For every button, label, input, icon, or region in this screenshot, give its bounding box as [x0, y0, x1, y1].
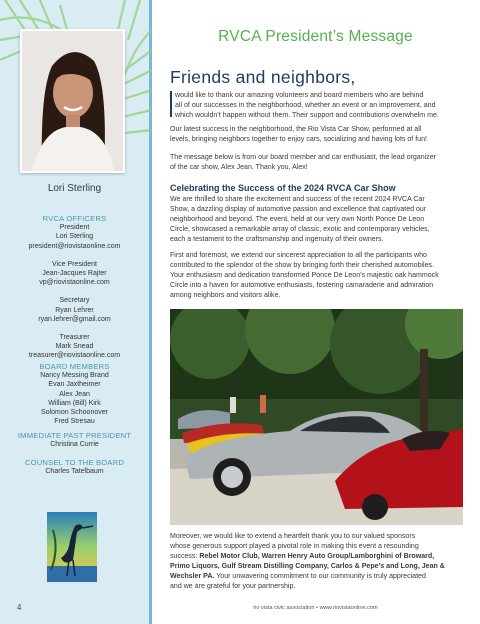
paragraph-3	[170, 153, 463, 173]
text-line: all of our successes in the neighborhood, whether an event or an improvement, and	[175, 101, 436, 109]
paragraph-4	[170, 195, 463, 245]
dropcap-i	[170, 91, 172, 117]
sponsor-names: Primo Liquors, Gulf Stream Distilling Company, Carlos & Pepe’s and Long, Jean &	[170, 562, 445, 570]
page-title: RVCA President’s Message	[218, 28, 413, 45]
secretary-email[interactable]: ryan.lehrer@gmail.com	[38, 315, 111, 323]
text-line: whose generous support played a pivotal role in making this event a resounding	[170, 542, 419, 550]
sidebar	[0, 0, 152, 624]
board-section	[0, 362, 149, 426]
portrait-image	[22, 31, 123, 171]
vp-name: Jean-Jacques Rajter	[42, 270, 107, 278]
text-line: Circle into a haven for automotive enthusiasts, fostering camaraderie and admiration	[170, 281, 434, 289]
president-portrait	[20, 29, 125, 173]
counsel-name: Charles Tatelbaum	[45, 468, 104, 476]
board-member: Evan Jaxtheimer	[48, 381, 101, 389]
treasurer-email[interactable]: treasurer@riovistaonline.com	[28, 352, 121, 360]
text-line: each a testament to the craftsmanship and ingenuity of their owners.	[170, 235, 384, 243]
text-line: which wouldn’t happen without them. Their support and contributions overwhelm me.	[175, 111, 439, 119]
paragraph-2	[170, 125, 463, 145]
board-member: Solomon Schoonover	[41, 409, 108, 417]
sponsor-names: Rebel Motor Club, Warren Henry Auto Group/Lamborghini of Broward,	[199, 552, 435, 560]
car-show-image	[170, 309, 463, 525]
text-line: Circle, showcased a remarkable array of classic, exotic and contemporary vehicles,	[170, 225, 430, 233]
text-line: among neighbors and visitors alike.	[170, 291, 281, 299]
leader-name: Lori Sterling	[47, 183, 102, 194]
text-line: levels, bringing neighbors together to enjoy cars, socializing and having lots of fun!	[170, 135, 427, 143]
text-line: Show, a dazzling display of automotive passion and excellence that captivated our	[170, 205, 427, 213]
car-show-photo	[170, 309, 463, 525]
footer: rio vista civic association • www.riovistaonline.com	[253, 605, 378, 611]
text-line	[170, 552, 463, 562]
treasurer-title: Treasurer	[59, 334, 90, 342]
intro-paragraph	[175, 91, 463, 121]
text-line: neighborhood and beyond. The event, held at our very own North Ponce De Leon	[170, 215, 425, 223]
past-president-section	[0, 431, 149, 449]
text-line: Our latest success in the neighborhood, the Rio Vista Car Show, performed at all	[170, 126, 422, 133]
president-title: President	[59, 224, 90, 232]
text-line: The message below is from our board member and car enthusiast, the lead organizer	[170, 154, 436, 161]
heron-logo	[45, 510, 99, 584]
text-line: of the car show, Alex Jean. Thank you, Alex!	[170, 163, 308, 171]
president-name: Lori Sterling	[55, 233, 94, 241]
officers-section	[0, 214, 149, 361]
text-line: Moreover, we would like to extend a heartfelt thank you to our valued sponsors	[170, 533, 416, 540]
greeting: Friends and neighbors,	[170, 67, 356, 87]
treasurer-name: Mark Snead	[55, 343, 94, 351]
vp-title: Vice President	[51, 260, 97, 268]
page-number: 4	[17, 603, 22, 612]
counsel-heading: COUNSEL TO THE BOARD	[24, 458, 125, 467]
text-line: We are thrilled to share the excitement and success of the recent 2024 RVCA Car	[170, 196, 425, 203]
text-line	[170, 572, 463, 582]
past-president-heading: IMMEDIATE PAST PRESIDENT	[17, 431, 132, 440]
sponsor-names: Wechsler PA.	[170, 572, 215, 580]
secretary-title: Secretary	[59, 297, 90, 305]
board-heading: BOARD MEMBERS	[39, 362, 110, 371]
paragraph-5	[170, 251, 463, 301]
president-email[interactable]: president@riovistaonline.com	[28, 242, 121, 250]
section-subheading: Celebrating the Success of the 2024 RVCA Car Show	[170, 183, 396, 193]
past-president-name: Christina Currie	[50, 441, 99, 449]
text-span: success:	[170, 552, 200, 560]
text-span: Your unwavering commitment to our community is truly appreciated	[214, 572, 426, 580]
paragraph-6	[170, 532, 463, 591]
text-line: Your enthusiasm and dedication transformed Ponce De Leon’s majestic oak hammock	[170, 271, 439, 279]
officers-heading: RVCA OFFICERS	[42, 214, 107, 223]
board-member: Alex Jean	[59, 390, 90, 398]
vp-email[interactable]: vp@riovistaonline.com	[39, 279, 110, 287]
board-member: William (Bill) Kirk	[48, 399, 101, 407]
text-line: contributed to the splendor of the show by bringing forth their cherished automobiles.	[170, 261, 435, 269]
counsel-section	[0, 458, 149, 476]
secretary-name: Ryan Lehrer	[55, 306, 94, 314]
text-line: would like to thank our amazing volunteers and board members who are behind	[175, 92, 424, 99]
board-member: Fred Stresau	[54, 418, 95, 426]
board-member: Nancy Messing Brand	[40, 372, 109, 380]
text-line: First and foremost, we extend our sincerest appreciation to all the participants who	[170, 252, 427, 259]
text-line: and we are grateful for your partnership.	[170, 582, 296, 590]
